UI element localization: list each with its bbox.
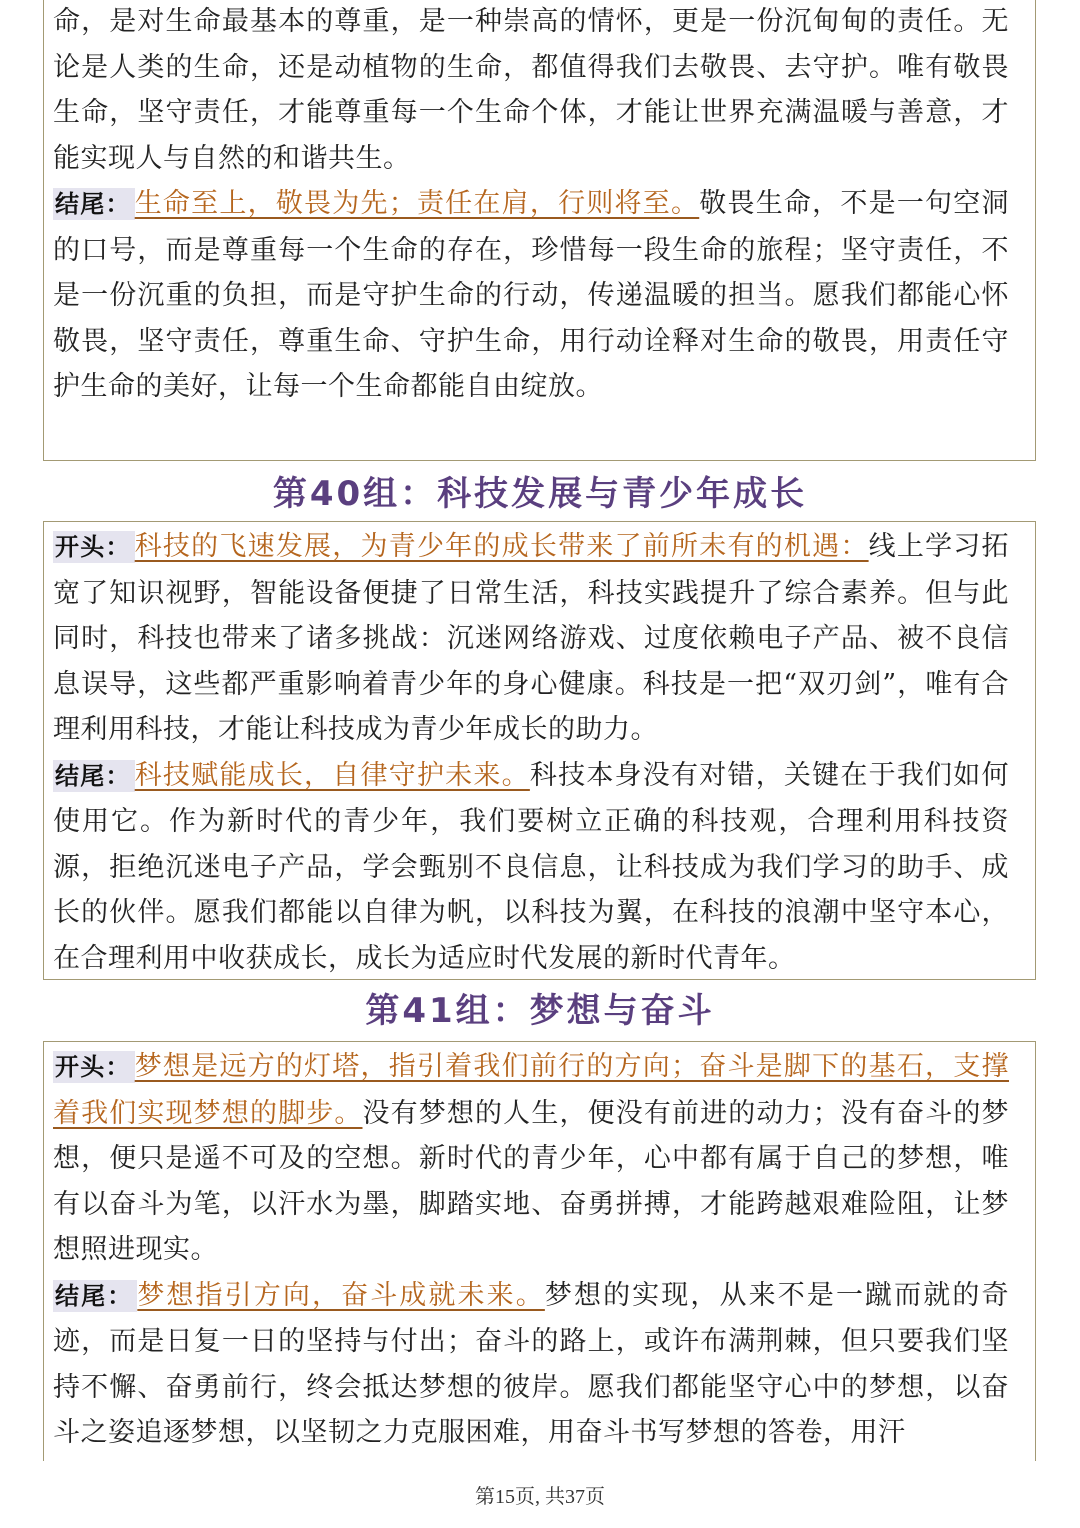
- page-number: 第15页, 共37页: [475, 1486, 605, 1508]
- ending-text: 敬畏生命，不是一句空洞的口号，而是尊重每一个生命的存在，珍惜每一段生命的旅程；坚守责任，不是一份沉重的负担，而是守护生命的行动，传递温暖的担当。愿我们都能心怀敬畏，坚守责任，尊重生命、守护生命，用行动诠释对生命的敬畏，用责任守护生命的美好，让每一个生命都能自由绽放。: [53, 188, 1010, 402]
- intro-continued-paragraph: 命，是对生命最基本的尊重，是一种崇高的情怀，更是一份沉甸甸的责任。无论是人类的生命，还是动植物的生命，都值得我们去敬畏、去守护。唯有敬畏生命，坚守责任，才能尊重每一个生命个体，才能让世界充满温暖与善意，才能实现人与自然的和谐共生。: [53, 6, 1009, 174]
- essay-box-previous: [43, 0, 1036, 461]
- group-41-title: 第41组：梦想与奋斗: [365, 991, 715, 1031]
- opening-label: 开头：: [53, 531, 135, 563]
- ending-highlight: 梦想指引方向，奋斗成就未来。: [137, 1279, 545, 1311]
- opening-highlight: 科技的飞速发展，为青少年的成长带来了前所未有的机遇：: [134, 531, 869, 562]
- ending-text: 梦想的实现，从来不是一蹴而就的奇迹，而是日复一日的坚持与付出；奋斗的路上，或许布满荆棘，但只要我们坚持不懈、奋勇前行，终会抵达梦想的彼岸。愿我们都能坚守心中的梦想，以奋斗之姿追逐梦想，以坚韧之力克服困难，用奋斗书写梦想的答卷，用汗: [53, 1279, 1009, 1448]
- group-40-title: 第40组：科技发展与青少年成长: [272, 474, 808, 514]
- opening-label: 开头：: [53, 1051, 135, 1083]
- ending-paragraph: [53, 1273, 1009, 1456]
- ending-paragraph: [53, 753, 1009, 982]
- ending-highlight: 科技赋能成长，自律守护未来。: [134, 759, 530, 791]
- essay-box-group-41: [43, 1041, 1036, 1461]
- opening-highlight: 梦想是远方的灯塔，指引着我们前行的方向；奋斗是脚下的基石，支撑着我们实现梦想的脚步。: [53, 1051, 1010, 1129]
- opening-paragraph: [53, 524, 1009, 753]
- opening-paragraph: [53, 1044, 1009, 1273]
- ending-label: 结尾：: [53, 760, 135, 792]
- opening-text: 线上学习拓宽了知识视野，智能设备便捷了日常生活，科技实践提升了综合素养。但与此同时，科技也带来了诸多挑战：沉迷网络游戏、过度依赖电子产品、被不良信息误导，这些都严重影响着青少年的身心健康。科技是一把“双刃剑”，唯有合理利用科技，才能让科技成为青少年成长的助力。: [53, 531, 1010, 745]
- ending-label: 结尾：: [53, 188, 135, 220]
- ending-highlight: 生命至上，敬畏为先；责任在肩，行则将至。: [134, 188, 700, 219]
- ending-text: 科技本身没有对错，关键在于我们如何使用它。作为新时代的青少年，我们要树立正确的科技观，合理利用科技资源，拒绝沉迷电子产品，学会甄别不良信息，让科技成为我们学习的助手、成长的伙伴。愿我们都能以自律为帆，以科技为翼，在科技的浪潮中坚守本心，在合理利用中收获成长，成长为适应时代发展的新时代青年。: [53, 759, 1010, 974]
- opening-text: 没有梦想的人生，便没有前进的动力；没有奋斗的梦想，便只是遥不可及的空想。新时代的青少年，心中都有属于自己的梦想，唯有以奋斗为笔，以汗水为墨，脚踏实地、奋勇拼搏，才能跨越艰难险阻，让梦想照进现实。: [53, 1097, 1009, 1265]
- ending-paragraph: [53, 181, 1009, 410]
- essay-box-group-40: [43, 521, 1036, 980]
- ending-label: 结尾：: [53, 1280, 137, 1312]
